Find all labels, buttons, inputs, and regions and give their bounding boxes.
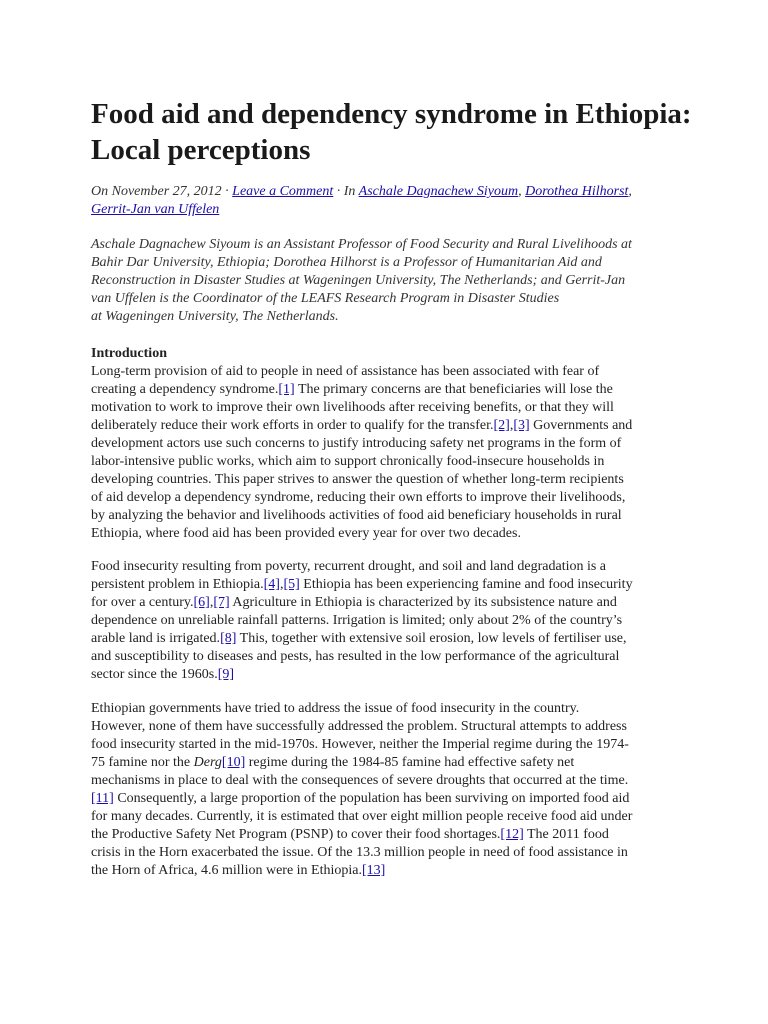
citation-link-13[interactable]: [13]: [362, 863, 386, 878]
citation-link-10[interactable]: [10]: [221, 755, 246, 770]
citation-link-7[interactable]: [7]: [213, 595, 230, 610]
section-heading-introduction: Introduction: [91, 346, 167, 361]
paragraph-government-response: Ethiopian governments have tried to address the issue of food insecurity in the country. However, none of them have successfully addressed the problem. Structural attempts to address food insecurity started in the mid-1970s. However, neither the Imperial regime during the 1974- 75 famine nor the Derg[10] regime during the 1984-85 famine had effective safety net mechanisms in place to deal with the consequences of severe droughts that occurred at the time. [11] Consequently, a large proportion of the population has been surviving on imported food aid for many decades. Currently, it is estimated that over eight million people receive food aid under the Productive Safety Net Program (PSNP) to cover their food shortages.[12] The 2011 food crisis in the Horn exacerbated the issue. Of the 13.3 million people in need of food assistance in the Horn of Africa, 4.6 million were in Ethiopia.[13]: [91, 701, 633, 878]
paragraph-food-insecurity: Food insecurity resulting from poverty, recurrent drought, and soil and land degradation is a persistent problem in Ethiopia.[4],[5] Ethiopia has been experiencing famine and food insecurity for over a century.[6],[7] Agriculture in Ethiopia is characterized by its subsistence nature and dependence on unreliable rainfall patterns. Irrigation is limited; only about 2% of the country’s arable land is irrigated.[8] This, together with extensive soil erosion, low levels of fertiliser use, and susceptibility to diseases and pests, has resulted in the low performance of the agricultural sector since the 1960s.[9]: [91, 559, 633, 682]
citation-link-8[interactable]: [8]: [220, 631, 237, 646]
post-date: On November 27, 2012 ·: [91, 184, 233, 199]
author-link-siyoum[interactable]: Aschale Dagnachew Siyoum: [358, 184, 519, 199]
article-title: Food aid and dependency syndrome in Ethiopia: Local perceptions: [91, 98, 692, 166]
citation-link-9[interactable]: [9]: [217, 667, 235, 682]
citation-link-5[interactable]: [5]: [283, 577, 300, 592]
citation-link-2[interactable]: [2]: [493, 418, 510, 433]
paragraph-introduction: Introduction Long-term provision of aid to people in need of assistance has been associated with fear of creating a dependency syndrome.[1] The primary concerns are that beneficiaries will lose the motivation to work to improve their own livelihoods after receiving benefits, or that they will deliberately reduce their work efforts in order to qualify for the transfer.[2],[3] Governments and development actors use such concerns to justify introducing safety net programs in the form of labor-intensive public works, which aim to support chronically food-insecure households in developing countries. This paper strives to answer the question of whether long-term recipients of aid develop a dependency syndrome, reducing their own efforts to improve their livelihoods, by analyzing the behavior and livelihoods activities of food aid beneficiary households in rural Ethiopia, where food aid has been provided every year for over two decades.: [91, 345, 677, 543]
leave-comment-link[interactable]: Leave a Comment: [232, 184, 334, 199]
citation-link-4[interactable]: [4]: [263, 577, 280, 592]
citation-link-11[interactable]: [11]: [91, 791, 114, 806]
citation-link-1[interactable]: [1]: [278, 382, 295, 397]
citation-link-6[interactable]: [6]: [193, 595, 210, 610]
citation-link-12[interactable]: [12]: [500, 827, 524, 842]
author-note: Aschale Dagnachew Siyoum is an Assistant Professor of Food Security and Rural Livelihoods at Bahir Dar University, Ethiopia; Dorothea Hilhorst is a Professor of Humanitarian Aid and Reconstruction in Disaster Studies at Wageningen University, The Netherlands; and Gerrit-Jan van Uffelen is the Coordinator of the LEAFS Research Program in Disaster Studies at Wageningen University, The Netherlands.: [91, 237, 632, 324]
citation-link-3[interactable]: [3]: [513, 418, 530, 433]
author-link-van-uffelen[interactable]: Gerrit-Jan van Uffelen: [91, 202, 220, 217]
author-link-hilhorst[interactable]: Dorothea Hilhorst: [525, 184, 629, 199]
article-byline: On November 27, 2012 · Leave a Comment · In Aschale Dagnachew Siyoum, Dorothea Hilhorst, Gerrit-Jan van Uffelen: [91, 184, 632, 217]
byline-in: · In: [333, 184, 359, 199]
